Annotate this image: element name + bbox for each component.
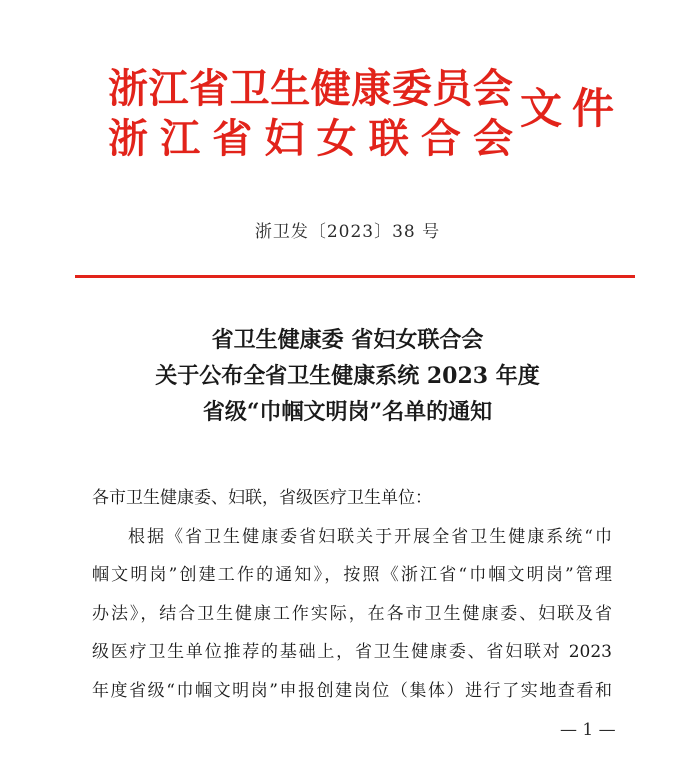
issuer-char: 江: [148, 65, 189, 112]
issuer-char: 女: [316, 115, 357, 162]
issuer-char: 卫: [229, 65, 270, 112]
issuer-char: 会: [472, 65, 513, 112]
paragraph-line: 根据《省卫生健康委省妇联关于开展全省卫生健康系统“巾: [128, 526, 612, 547]
issuer-char: 员: [432, 65, 473, 112]
red-divider-line: [75, 275, 635, 278]
issuer-char: 合: [420, 115, 461, 162]
issuer-char: 健: [310, 65, 351, 112]
notice-title: [0, 322, 695, 430]
issuer-char: 会: [472, 115, 513, 162]
paragraph-line: 帼文明岗”创建工作的通知》，按照《浙江省“巾帼文明岗”管理: [92, 565, 612, 585]
title-line-3: 省级“巾帼文明岗”名单的通知: [202, 399, 493, 425]
title-line-1: 省卫生健康委 省妇女联合会: [211, 327, 484, 353]
issuer-char: 康: [351, 65, 392, 112]
issuer-2: [108, 114, 513, 164]
salutation: 各市卫生健康委、妇联，省级医疗卫生单位：: [92, 488, 432, 508]
issuer-char: 浙: [108, 65, 148, 112]
issuer-char: 浙: [108, 115, 148, 162]
issuer-char: 妇: [264, 115, 305, 162]
issuer-char: 生: [270, 65, 311, 112]
paragraph-line: 办法》，结合卫生健康工作实际，在各市卫生健康委、妇联及省: [92, 603, 612, 624]
issuer-char: 联: [368, 115, 409, 162]
paragraph-line: 级医疗卫生单位推荐的基础上，省卫生健康委、省妇联对 2023: [92, 642, 612, 662]
issuer-1: [108, 64, 513, 114]
issuer-char: 江: [160, 115, 201, 162]
paragraph-line: 年度省级“巾帼文明岗”申报创建岗位（集体）进行了实地查看和: [92, 680, 612, 701]
issuer-char: 省: [189, 65, 230, 112]
issuing-authorities: [108, 64, 513, 164]
title-line-2: 关于公布全省卫生健康系统 2023 年度: [155, 363, 540, 389]
issuer-char: 委: [391, 65, 432, 112]
page-number: — 1 —: [560, 720, 616, 740]
document-number: 浙卫发〔2023〕38 号: [254, 222, 441, 242]
document-label: 文件: [520, 84, 625, 133]
notice-body: [92, 479, 612, 710]
issuer-char: 省: [212, 115, 253, 162]
